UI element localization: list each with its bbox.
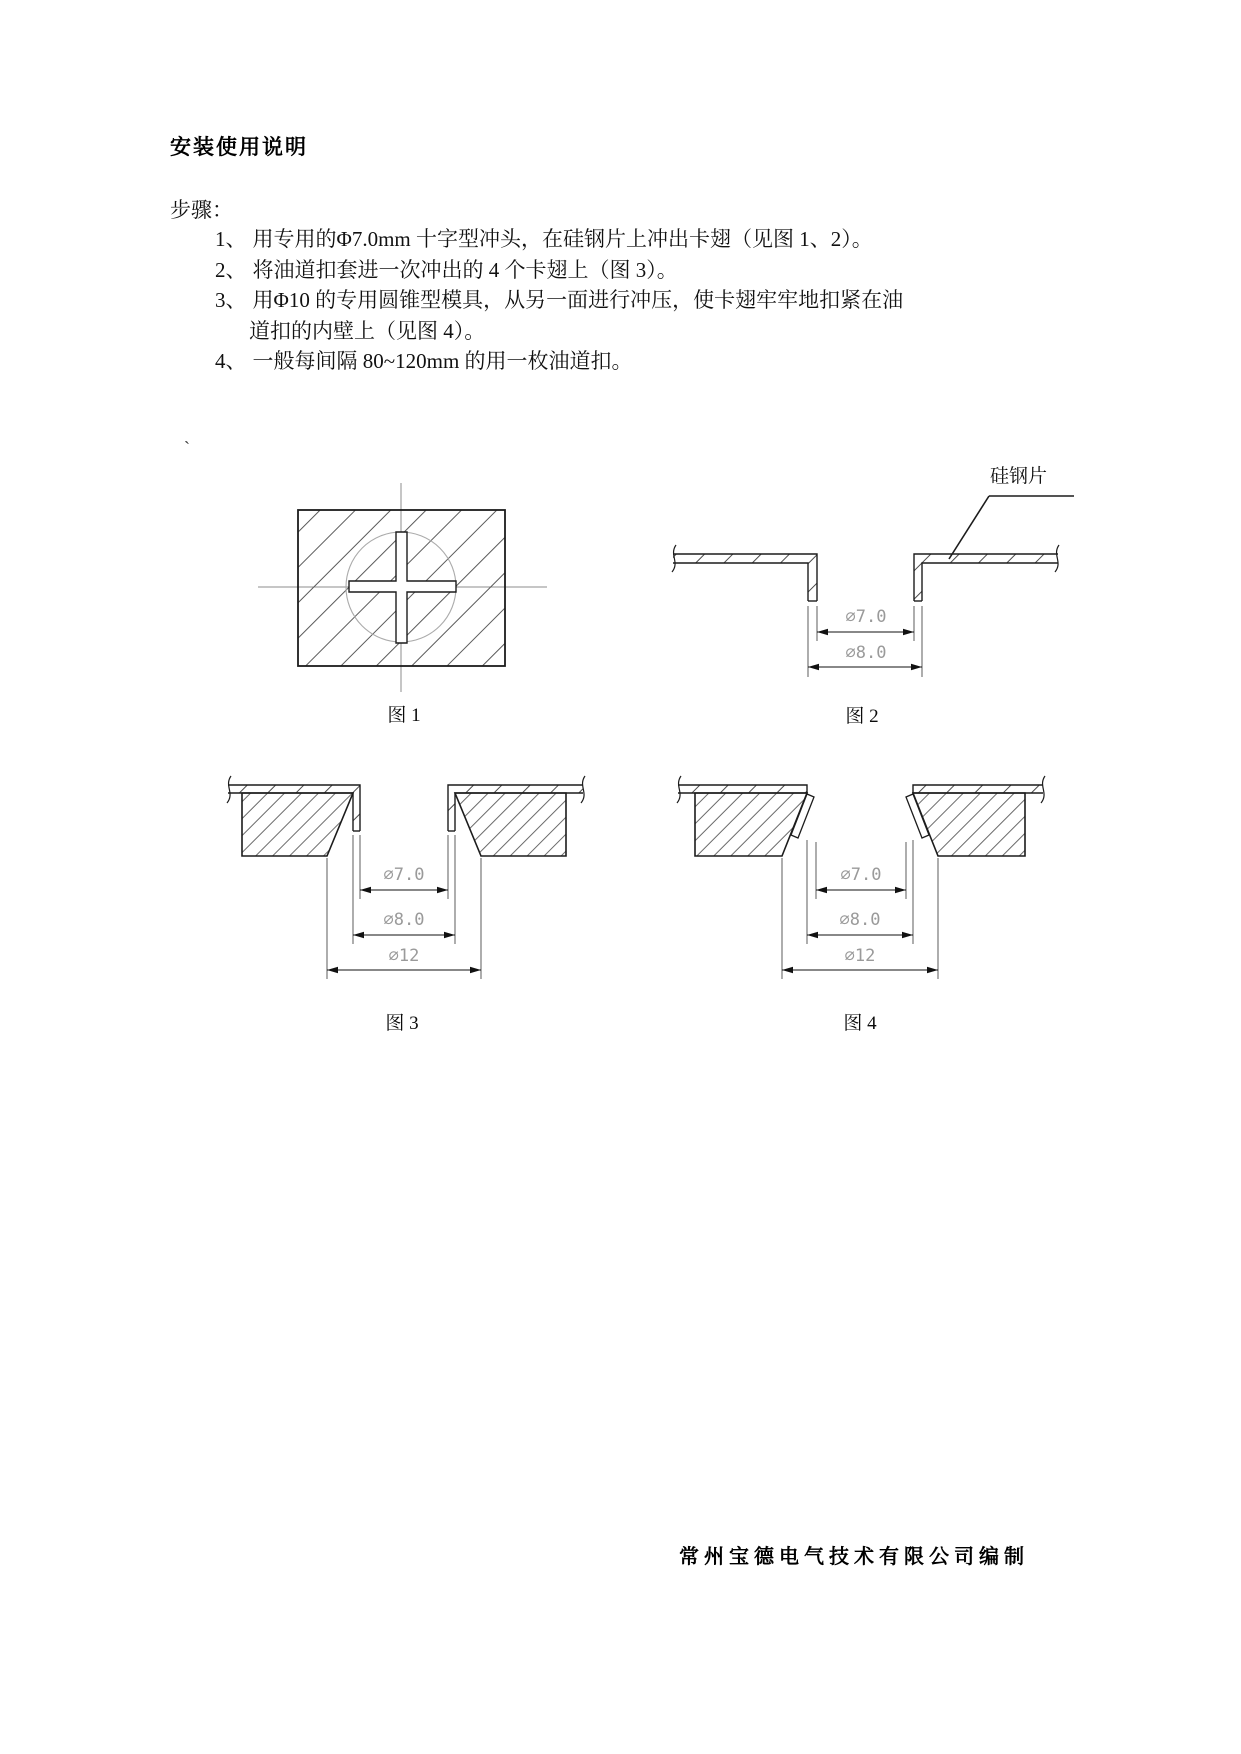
step-2 (215, 254, 678, 284)
fig2-caption: 图 2 (845, 706, 879, 727)
fig4-left-clip-block (695, 793, 807, 856)
step-1-text: 用专用的Φ7.0mm 十字型冲头，在硅钢片上冲出卡翅（见图 1、2）。 (252, 227, 873, 251)
fig2-right-sheet-bottom-outline (922, 563, 1058, 601)
figure-4-clinched-tabs-section (677, 776, 1045, 1034)
step-4 (215, 345, 633, 375)
fig3-left-clip-block (242, 793, 353, 856)
figure-1-cross-punch-top-view (258, 483, 547, 726)
step-3-continuation: 道扣的内壁上（见图 4）。 (249, 319, 486, 343)
fig2-right-sheet-hatch (914, 554, 1058, 563)
step-1-number: 1、 (215, 227, 247, 251)
fig4-right-clip-block (913, 793, 1025, 856)
figure-2-sheet-section (672, 465, 1074, 727)
steps-heading: 步骤： (170, 198, 233, 222)
fig1-caption: 图 1 (387, 705, 421, 726)
fig2-dim-7-label: ∅7.0 (845, 607, 887, 627)
fig3-dim-8-label: ∅8.0 (383, 910, 425, 930)
technical-drawings (0, 440, 1241, 1060)
fig4-left-sheet-hatch (678, 785, 807, 793)
fig4-dim-12-label: ∅12 (844, 946, 876, 966)
step-3-number: 3、 (215, 288, 247, 312)
step-4-text: 一般每间隔 80~120mm 的用一枚油道扣。 (252, 349, 633, 373)
step-3 (215, 284, 903, 314)
fig3-dim-12-label: ∅12 (388, 946, 420, 966)
fig2-callout-leader (949, 496, 989, 559)
fig4-right-sheet-hatch (913, 785, 1043, 793)
fig4-dim-8-label: ∅8.0 (839, 910, 881, 930)
footer-company-credit: 常州宝德电气技术有限公司编制 (679, 1546, 1029, 1568)
fig3-dim-7-label: ∅7.0 (383, 865, 425, 885)
fig3-right-tab-hatch (448, 793, 455, 831)
step-2-text: 将油道扣套进一次冲出的 4 个卡翅上（图 3）。 (252, 258, 678, 282)
fig3-right-sheet-hatch (448, 785, 583, 793)
fig3-caption: 图 3 (385, 1013, 419, 1034)
figure-3-clip-on-tabs-section (227, 776, 585, 1034)
fig4-dim-7-label: ∅7.0 (840, 865, 882, 885)
step-2-number: 2、 (215, 258, 247, 282)
fig3-right-clip-block (455, 793, 566, 856)
fig2-dim-8-label: ∅8.0 (845, 643, 887, 663)
fig4-caption: 图 4 (843, 1013, 877, 1034)
step-3-text: 用Φ10 的专用圆锥型模具，从另一面进行冲压，使卡翅牢牢地扣紧在油 (252, 288, 904, 312)
fig3-left-tab-hatch (353, 793, 360, 831)
fig2-left-sheet-hatch (673, 554, 817, 563)
fig3-left-sheet-hatch (228, 785, 360, 793)
page-title: 安装使用说明 (170, 136, 308, 159)
fig2-left-sheet-bottom-outline (673, 563, 808, 601)
fig2-right-tab-hatch (914, 563, 922, 601)
fig2-left-tab-hatch (808, 563, 817, 601)
fig2-silicon-steel-label: 硅钢片 (990, 466, 1048, 487)
stray-mark: ` (184, 438, 190, 458)
step-4-number: 4、 (215, 349, 247, 373)
step-1 (215, 223, 873, 253)
